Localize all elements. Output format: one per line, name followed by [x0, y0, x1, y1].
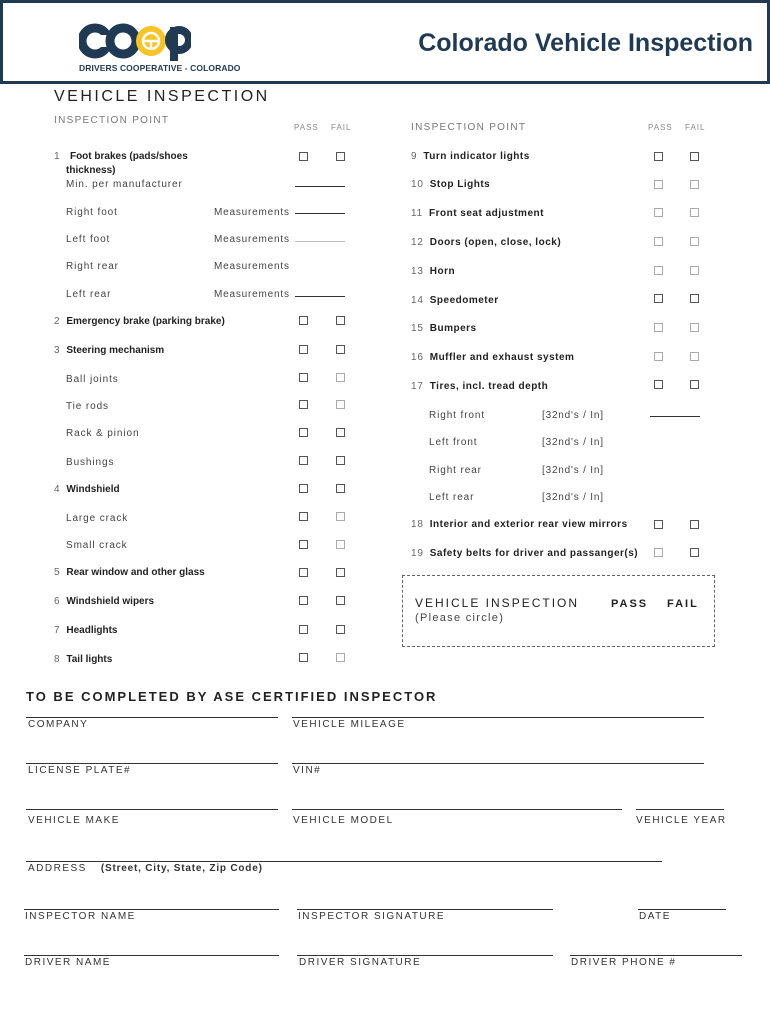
- item-label: Interior and exterior rear view mirrors: [429, 519, 628, 530]
- right-pass-header: PASS: [648, 123, 673, 132]
- sub-tire-left-rear: Left rear: [429, 492, 475, 503]
- tread-unit: [32nd's / In]: [542, 492, 604, 503]
- result-fail-option[interactable]: FAIL: [667, 598, 699, 610]
- doors-pass-checkbox[interactable]: [654, 237, 663, 246]
- item-label: Windshield: [66, 484, 120, 495]
- license-plate-line[interactable]: [26, 763, 278, 764]
- tires-pass-checkbox[interactable]: [654, 380, 663, 389]
- item-label: Muffler and exhaust system: [429, 352, 575, 363]
- item-number: 16: [411, 352, 424, 363]
- address-label: [28, 863, 263, 874]
- stop-lights-fail-checkbox[interactable]: [690, 180, 699, 189]
- item-number: 4: [54, 484, 61, 495]
- driver-name-label: DRIVER NAME: [25, 957, 111, 968]
- large-crack-fail-checkbox[interactable]: [336, 512, 345, 521]
- vehicle-mileage-line[interactable]: [292, 717, 704, 718]
- safety-belts-fail-checkbox[interactable]: [690, 548, 699, 557]
- sub-tire-right-front: Right front: [429, 410, 486, 421]
- headlights-pass-checkbox[interactable]: [299, 625, 308, 634]
- ase-section-title: TO BE COMPLETED BY ASE CERTIFIED INSPECTOR: [26, 689, 438, 704]
- driver-phone-label: DRIVER PHONE #: [571, 957, 677, 968]
- item-safety-belts: [411, 548, 638, 559]
- driver-phone-line[interactable]: [570, 955, 742, 956]
- bushings-fail-checkbox[interactable]: [336, 456, 345, 465]
- sub-tire-left-front: Left front: [429, 437, 478, 448]
- vehicle-model-label: VEHICLE MODEL: [293, 815, 394, 826]
- item-foot-brakes: [54, 151, 188, 162]
- section-title: VEHICLE INSPECTION: [54, 88, 270, 105]
- steering-pass-checkbox[interactable]: [299, 345, 308, 354]
- steering-fail-checkbox[interactable]: [336, 345, 345, 354]
- item-label: Steering mechanism: [66, 345, 165, 356]
- left-column-header: INSPECTION POINT: [54, 115, 170, 126]
- tires-fail-checkbox[interactable]: [690, 380, 699, 389]
- left-pass-header: PASS: [294, 123, 319, 132]
- foot-brakes-fail-checkbox[interactable]: [336, 152, 345, 161]
- item-bumpers: [411, 323, 477, 334]
- item-mirrors: [411, 519, 628, 530]
- item-label: Headlights: [66, 625, 118, 636]
- item-windshield: [54, 484, 120, 495]
- measurements-label: Measurements: [214, 261, 290, 272]
- item-front-seat: [411, 208, 544, 219]
- speedometer-pass-checkbox[interactable]: [654, 294, 663, 303]
- item-number: 17: [411, 381, 424, 392]
- tire-right-front-line[interactable]: [650, 416, 700, 417]
- item-label: Safety belts for driver and passanger(s): [429, 548, 639, 559]
- foot-brakes-pass-checkbox[interactable]: [299, 152, 308, 161]
- item-number: 12: [411, 237, 424, 248]
- item-label: Rear window and other glass: [66, 567, 205, 578]
- doors-fail-checkbox[interactable]: [690, 237, 699, 246]
- vin-label: VIN#: [293, 765, 322, 776]
- driver-signature-line[interactable]: [297, 955, 553, 956]
- horn-fail-checkbox[interactable]: [690, 266, 699, 275]
- tail-lights-pass-checkbox[interactable]: [299, 653, 308, 662]
- item-number: 7: [54, 625, 61, 636]
- tie-rods-pass-checkbox[interactable]: [299, 400, 308, 409]
- turn-indicator-pass-checkbox[interactable]: [654, 152, 663, 161]
- right-fail-header: FAIL: [685, 123, 706, 132]
- muffler-fail-checkbox[interactable]: [690, 352, 699, 361]
- measurements-label: Measurements: [214, 289, 290, 300]
- item-number: 11: [411, 208, 423, 219]
- item-steering-mechanism: [54, 345, 164, 356]
- vehicle-mileage-label: VEHICLE MILEAGE: [293, 719, 406, 730]
- windshield-pass-checkbox[interactable]: [299, 484, 308, 493]
- bumpers-pass-checkbox[interactable]: [654, 323, 663, 332]
- large-crack-pass-checkbox[interactable]: [299, 512, 308, 521]
- item-number: 6: [54, 596, 61, 607]
- inspector-name-label: INSPECTOR NAME: [25, 911, 136, 922]
- rack-pinion-fail-checkbox[interactable]: [336, 428, 345, 437]
- item-number: 14: [411, 295, 424, 306]
- date-label: DATE: [639, 911, 671, 922]
- item-number: 19: [411, 548, 424, 559]
- company-label: COMPANY: [28, 719, 89, 730]
- right-column-header: INSPECTION POINT: [411, 122, 527, 133]
- min-per-manufacturer: Min. per manufacturer: [66, 179, 183, 190]
- item-stop-lights: [411, 179, 490, 190]
- sub-right-rear: Right rear: [66, 261, 119, 272]
- item-number: 8: [54, 654, 61, 665]
- item-number: 2: [54, 316, 61, 327]
- item-label: Windshield wipers: [66, 596, 155, 607]
- item-muffler: [411, 352, 574, 363]
- wipers-fail-checkbox[interactable]: [336, 596, 345, 605]
- date-line[interactable]: [638, 909, 726, 910]
- item-label: Front seat adjustment: [428, 208, 544, 219]
- item-tires: [411, 381, 548, 392]
- windshield-fail-checkbox[interactable]: [336, 484, 345, 493]
- item-label: Turn indicator lights: [423, 151, 530, 162]
- page-title: Colorado Vehicle Inspection: [418, 29, 753, 57]
- left-foot-measure-line[interactable]: [295, 241, 345, 242]
- item-number: 15: [411, 323, 424, 334]
- address-line[interactable]: [26, 861, 662, 862]
- item-foot-brakes-cont: [66, 165, 115, 176]
- driver-signature-label: DRIVER SIGNATURE: [299, 957, 422, 968]
- item-number: 13: [411, 266, 424, 277]
- tread-unit: [32nd's / In]: [542, 465, 604, 476]
- coop-logo-icon: [79, 21, 191, 61]
- safety-belts-pass-checkbox[interactable]: [654, 548, 663, 557]
- item-number: 9: [411, 151, 418, 162]
- tie-rods-fail-checkbox[interactable]: [336, 400, 345, 409]
- vehicle-make-line[interactable]: [26, 809, 278, 810]
- ball-joints-pass-checkbox[interactable]: [299, 373, 308, 382]
- item-number: 3: [54, 345, 61, 356]
- item-number: 5: [54, 567, 61, 578]
- vehicle-year-label: VEHICLE YEAR: [636, 815, 727, 826]
- result-subtitle: (Please circle): [415, 612, 505, 624]
- emergency-brake-pass-checkbox[interactable]: [299, 316, 308, 325]
- item-headlights: [54, 625, 118, 636]
- vehicle-year-line[interactable]: [636, 809, 724, 810]
- min-value-line[interactable]: [295, 186, 345, 187]
- item-label: Tail lights: [66, 654, 113, 665]
- item-number: 1: [54, 151, 61, 162]
- item-emergency-brake: [54, 316, 225, 327]
- page-header: [0, 0, 770, 84]
- item-label: Doors (open, close, lock): [429, 237, 562, 248]
- item-label: Speedometer: [429, 295, 499, 306]
- ball-joints-fail-checkbox[interactable]: [336, 373, 345, 382]
- license-plate-label: LICENSE PLATE#: [28, 765, 132, 776]
- mirrors-pass-checkbox[interactable]: [654, 520, 663, 529]
- item-label-cont: thickness): [66, 165, 116, 176]
- measurements-label: Measurements: [214, 234, 290, 245]
- horn-pass-checkbox[interactable]: [654, 266, 663, 275]
- sub-tire-right-rear: Right rear: [429, 465, 482, 476]
- item-label: Horn: [429, 266, 456, 277]
- sub-tie-rods: Tie rods: [66, 401, 109, 412]
- company-line[interactable]: [26, 717, 278, 718]
- item-doors: [411, 237, 561, 248]
- sub-left-rear: Left rear: [66, 289, 112, 300]
- stop-lights-pass-checkbox[interactable]: [654, 180, 663, 189]
- sub-left-foot: Left foot: [66, 234, 111, 245]
- small-crack-pass-checkbox[interactable]: [299, 540, 308, 549]
- tread-unit: [32nd's / In]: [542, 410, 604, 421]
- small-crack-fail-checkbox[interactable]: [336, 540, 345, 549]
- coop-logo: [79, 21, 241, 77]
- item-label: Foot brakes (pads/shoes: [69, 151, 188, 162]
- muffler-pass-checkbox[interactable]: [654, 352, 663, 361]
- item-tail-lights: [54, 654, 112, 665]
- inspector-signature-label: INSPECTOR SIGNATURE: [298, 911, 446, 922]
- item-label: Emergency brake (parking brake): [66, 316, 225, 327]
- address-label-text: ADDRESS: [28, 863, 87, 874]
- measurements-label: Measurements: [214, 207, 290, 218]
- item-label: Bumpers: [429, 323, 477, 334]
- sub-small-crack: Small crack: [66, 540, 128, 551]
- left-rear-measure-line[interactable]: [295, 296, 345, 297]
- inspection-result-box: [402, 575, 715, 647]
- item-label: Tires, incl. tread depth: [429, 381, 549, 392]
- right-foot-measure-line[interactable]: [295, 213, 345, 214]
- bumpers-fail-checkbox[interactable]: [690, 323, 699, 332]
- inspector-signature-line[interactable]: [297, 909, 553, 910]
- item-windshield-wipers: [54, 596, 154, 607]
- mirrors-fail-checkbox[interactable]: [690, 520, 699, 529]
- speedometer-fail-checkbox[interactable]: [690, 294, 699, 303]
- item-label: Stop Lights: [429, 179, 491, 190]
- vehicle-make-label: VEHICLE MAKE: [28, 815, 120, 826]
- bushings-pass-checkbox[interactable]: [299, 456, 308, 465]
- address-hint: (Street, City, State, Zip Code): [100, 863, 263, 874]
- sub-right-foot: Right foot: [66, 207, 118, 218]
- emergency-brake-fail-checkbox[interactable]: [336, 316, 345, 325]
- result-title: VEHICLE INSPECTION: [415, 596, 580, 610]
- turn-indicator-fail-checkbox[interactable]: [690, 152, 699, 161]
- logo-subtitle: DRIVERS COOPERATIVE - COLORADO: [79, 63, 241, 73]
- driver-name-line[interactable]: [24, 955, 279, 956]
- item-number: 10: [411, 179, 424, 190]
- rear-window-pass-checkbox[interactable]: [299, 568, 308, 577]
- inspector-name-line[interactable]: [24, 909, 279, 910]
- front-seat-fail-checkbox[interactable]: [690, 208, 699, 217]
- vin-line[interactable]: [292, 763, 704, 764]
- wipers-pass-checkbox[interactable]: [299, 596, 308, 605]
- item-speedometer: [411, 295, 499, 306]
- rack-pinion-pass-checkbox[interactable]: [299, 428, 308, 437]
- tail-lights-fail-checkbox[interactable]: [336, 653, 345, 662]
- sub-bushings: Bushings: [66, 457, 115, 468]
- item-number: 18: [411, 519, 424, 530]
- item-turn-indicator: [411, 151, 530, 162]
- sub-large-crack: Large crack: [66, 513, 129, 524]
- left-fail-header: FAIL: [331, 123, 352, 132]
- item-rear-window: [54, 567, 205, 578]
- item-horn: [411, 266, 455, 277]
- tread-unit: [32nd's / In]: [542, 437, 604, 448]
- vehicle-model-line[interactable]: [292, 809, 622, 810]
- front-seat-pass-checkbox[interactable]: [654, 208, 663, 217]
- sub-rack-pinion: Rack & pinion: [66, 428, 140, 439]
- sub-ball-joints: Ball joints: [66, 374, 119, 385]
- headlights-fail-checkbox[interactable]: [336, 625, 345, 634]
- result-pass-option[interactable]: PASS: [611, 598, 649, 610]
- rear-window-fail-checkbox[interactable]: [336, 568, 345, 577]
